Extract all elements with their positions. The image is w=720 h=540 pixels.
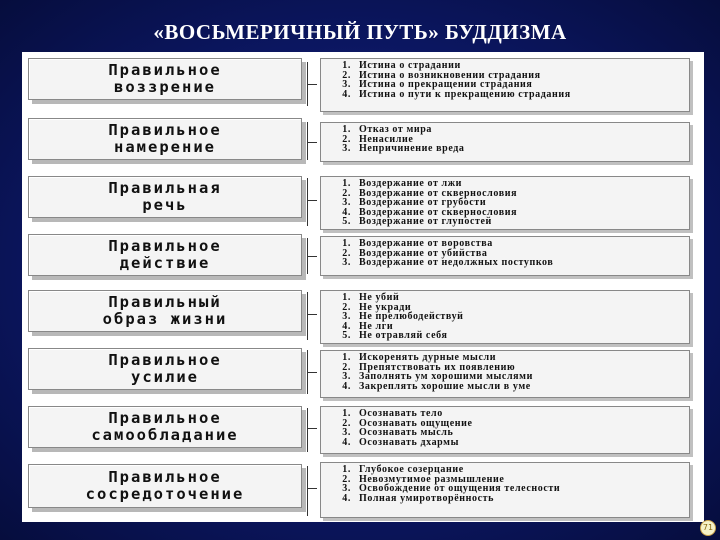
list-item: 3. Не прелюбодействуй [342,311,464,323]
items-box-livelihood [320,290,690,344]
list-item: 2. Ненасилие [342,133,414,145]
label-line2: усилие [131,368,199,386]
items-box-effort [320,350,690,398]
content-sheet [22,52,704,522]
connector [307,466,318,516]
label-line2: речь [142,196,188,214]
label-line2: воззрение [114,78,216,96]
list-item: 2. Истина о возникновении страдания [342,69,541,81]
list-item: 1. Истина о страдании [342,60,461,71]
connector [307,122,318,160]
list-item: 1. Глубокое созерцание [342,464,464,475]
label-box-concentration [28,464,302,508]
list-item: 1. Отказ от мира [342,124,433,135]
label-line2: образ жизни [102,310,228,328]
list-item: 2. Не укради [342,301,412,313]
list-item: 4. Воздержание от сквернословия [342,206,518,218]
slide-title: «ВОСЬМЕРИЧНЫЙ ПУТЬ» БУДДИЗМА [153,20,567,44]
items-box-mindfulness [320,406,690,454]
list-item: 3. Непричинение вреда [342,143,465,155]
label-line2: самообладание [91,426,239,444]
label-line1: Правильное [108,468,222,486]
connector-tick [307,372,317,373]
label-line1: Правильный [108,293,222,311]
items-box-concentration [320,462,690,518]
label-line2: действие [119,254,211,272]
list-item: 1. Искоренять дурные мысли [342,352,497,363]
label-line1: Правильная [108,179,222,197]
list-item: 4. Истина о пути к прекращению страдания [342,88,571,100]
label-box-mindfulness [28,406,302,448]
label-line1: Правильное [108,409,222,427]
label-line2: намерение [114,138,216,156]
connector-tick [307,314,317,315]
list-item: 2. Воздержание от убийства [342,247,488,259]
list-item: 3. Истина о прекращении страдания [342,79,533,91]
connector [307,408,318,452]
label-line1: Правильное [108,61,222,79]
list-item: 2. Невозмутимое размышление [342,473,505,485]
list-item: 3. Воздержание от недолжных поступков [342,257,554,269]
list-item: 1. Воздержание от лжи [342,178,462,189]
list-item: 1. Не убий [342,292,400,303]
connector-tick [307,142,317,143]
label-line1: Правильное [108,237,222,255]
connector-tick [307,200,317,201]
items-box-view [320,58,690,112]
list-item: 5. Не отравляй себя [342,330,448,342]
list-item: 2. Осознавать ощущение [342,417,473,429]
items-box-speech [320,176,690,230]
list-item: 3. Освобождение от ощущения телесности [342,483,561,495]
list-item: 2. Воздержание от сквернословия [342,187,518,199]
list-item: 4. Закреплять хорошие мысли в уме [342,380,531,392]
connector [307,292,318,340]
list-item: 3. Осознавать мысль [342,427,454,439]
connector-tick [307,488,317,489]
list-item: 4. Не лги [342,320,394,332]
list-item: 5. Воздержание от глупостей [342,216,492,228]
label-box-livelihood [28,290,302,332]
label-box-speech [28,176,302,218]
label-box-effort [28,348,302,390]
label-line1: Правильное [108,351,222,369]
label-box-intention [28,118,302,160]
label-box-view [28,58,302,100]
connector-tick [307,84,317,85]
connector-tick [307,428,317,429]
list-item: 2. Препятствовать их появлению [342,361,516,373]
list-item: 1. Осознавать тело [342,408,443,419]
list-item: 3. Воздержание от грубости [342,197,487,209]
label-line1: Правильное [108,121,222,139]
label-box-action [28,234,302,276]
connector [307,178,318,226]
list-item: 3. Заполнять ум хорошими мыслями [342,371,533,383]
list-item: 4. Полная умиротворённость [342,492,495,504]
page-number-badge: 71 [700,520,716,536]
list-item: 1. Воздержание от воровства [342,238,493,249]
list-item: 4. Осознавать дхармы [342,436,459,448]
items-box-intention [320,122,690,162]
connector-tick [307,256,317,257]
label-line2: сосредоточение [85,485,245,503]
items-box-action [320,236,690,276]
